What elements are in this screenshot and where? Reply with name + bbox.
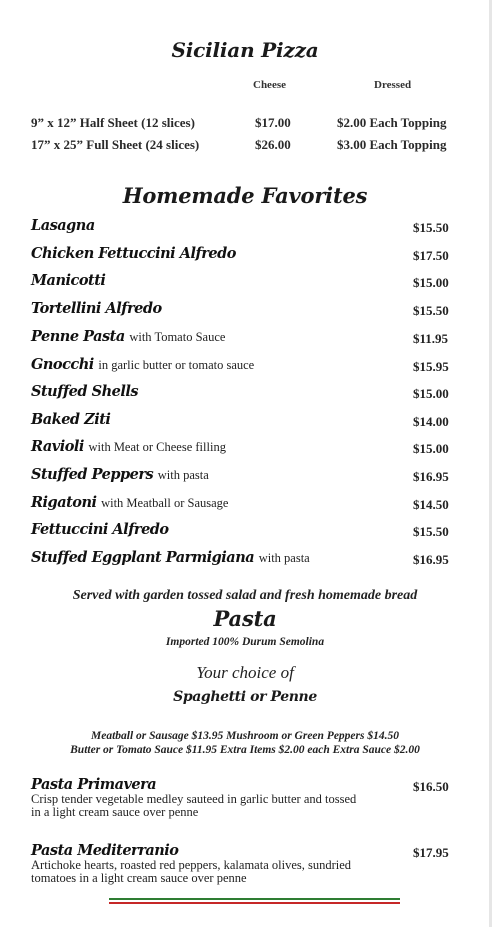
item-description: in garlic butter or tomato sauce bbox=[98, 358, 255, 372]
item-name: Manicotti bbox=[31, 272, 106, 289]
item-price: $16.95 bbox=[413, 552, 449, 567]
pasta-price-line-2: Butter or Tomato Sauce $11.95 Extra Items $2.00 each Extra Sauce $2.00 bbox=[70, 744, 420, 756]
size-row-full: 17” x 25” Full Sheet (24 slices) bbox=[31, 137, 200, 152]
item-price: $15.50 bbox=[413, 220, 449, 235]
item-name: Chicken Fettuccini Alfredo bbox=[31, 245, 236, 262]
menu-item bbox=[31, 383, 138, 400]
special-item-description: Crisp tender vegetable medley sauteed in garlic butter and tossed bbox=[31, 792, 357, 806]
choice-label: Your choice of bbox=[196, 663, 294, 682]
menu-item bbox=[31, 494, 228, 511]
item-name: Gnocchi bbox=[31, 356, 94, 373]
item-name: Tortellini Alfredo bbox=[31, 300, 162, 317]
menu-item bbox=[31, 300, 162, 317]
item-name: Rigatoni bbox=[31, 494, 97, 511]
price-dressed-full: $3.00 Each Topping bbox=[337, 137, 447, 152]
pasta-subtitle: Imported 100% Durum Semolina bbox=[165, 636, 325, 648]
menu-item bbox=[31, 356, 254, 373]
price-dressed-half: $2.00 Each Topping bbox=[337, 115, 447, 130]
item-name: Penne Pasta bbox=[31, 328, 125, 345]
red-stripe bbox=[109, 902, 400, 904]
menu-item bbox=[31, 521, 169, 538]
special-item-description: in a light cream sauce over penne bbox=[31, 805, 199, 819]
item-name: Stuffed Peppers bbox=[31, 466, 154, 483]
item-price: $16.95 bbox=[413, 469, 449, 484]
menu-item bbox=[31, 272, 105, 289]
pasta-title: Pasta bbox=[213, 606, 277, 631]
col-dressed-header: Dressed bbox=[374, 79, 412, 91]
pasta-options: Spaghetti or Penne bbox=[173, 689, 317, 705]
special-item-description: Artichoke hearts, roasted red peppers, kalamata olives, sundried bbox=[31, 858, 352, 872]
item-description: with Meatball or Sausage bbox=[101, 496, 229, 510]
col-cheese-header: Cheese bbox=[253, 79, 286, 91]
item-price: $15.00 bbox=[413, 441, 449, 456]
special-item-name: Pasta Primavera bbox=[31, 776, 157, 793]
item-description: with pasta bbox=[258, 551, 310, 565]
menu-item bbox=[31, 328, 225, 345]
special-item-price: $17.95 bbox=[413, 845, 449, 860]
item-name: Stuffed Shells bbox=[31, 383, 139, 400]
item-name: Stuffed Eggplant Parmigiana bbox=[31, 549, 255, 566]
item-price: $15.00 bbox=[413, 386, 449, 401]
sicilian-title: Sicilian Pizza bbox=[171, 38, 319, 62]
served-with-note: Served with garden tossed salad and fresh homemade bread bbox=[72, 588, 418, 603]
menu-item bbox=[31, 466, 209, 483]
price-cheese-full: $26.00 bbox=[255, 137, 291, 152]
menu-item bbox=[31, 217, 95, 234]
size-row-half: 9” x 12” Half Sheet (12 slices) bbox=[31, 115, 195, 130]
item-price: $11.95 bbox=[413, 331, 449, 346]
item-description: with Meat or Cheese filling bbox=[88, 440, 226, 454]
item-description: with pasta bbox=[157, 468, 209, 482]
menu-item bbox=[31, 411, 110, 428]
item-price: $14.00 bbox=[413, 414, 449, 429]
favorites-title: Homemade Favorites bbox=[122, 183, 368, 208]
item-name: Lasagna bbox=[31, 217, 95, 234]
item-name: Baked Ziti bbox=[31, 411, 111, 428]
menu-item bbox=[31, 245, 236, 262]
item-price: $14.50 bbox=[413, 497, 449, 512]
item-name: Ravioli bbox=[31, 438, 84, 455]
item-name: Fettuccini Alfredo bbox=[31, 521, 169, 538]
item-description: with Tomato Sauce bbox=[129, 330, 226, 344]
item-price: $15.50 bbox=[413, 524, 449, 539]
menu-item bbox=[31, 549, 310, 566]
pasta-price-line-1: Meatball or Sausage $13.95 Mushroom or Green Peppers $14.50 bbox=[91, 730, 399, 742]
special-item-description: tomatoes in a light cream sauce over penne bbox=[31, 871, 247, 885]
menu-item bbox=[31, 438, 226, 455]
item-price: $15.95 bbox=[413, 359, 449, 374]
special-item-name: Pasta Mediterranio bbox=[31, 842, 179, 859]
item-price: $15.50 bbox=[413, 303, 449, 318]
item-price: $15.00 bbox=[413, 275, 449, 290]
special-item-price: $16.50 bbox=[413, 779, 449, 794]
price-cheese-half: $17.00 bbox=[255, 115, 291, 130]
item-price: $17.50 bbox=[413, 248, 449, 263]
